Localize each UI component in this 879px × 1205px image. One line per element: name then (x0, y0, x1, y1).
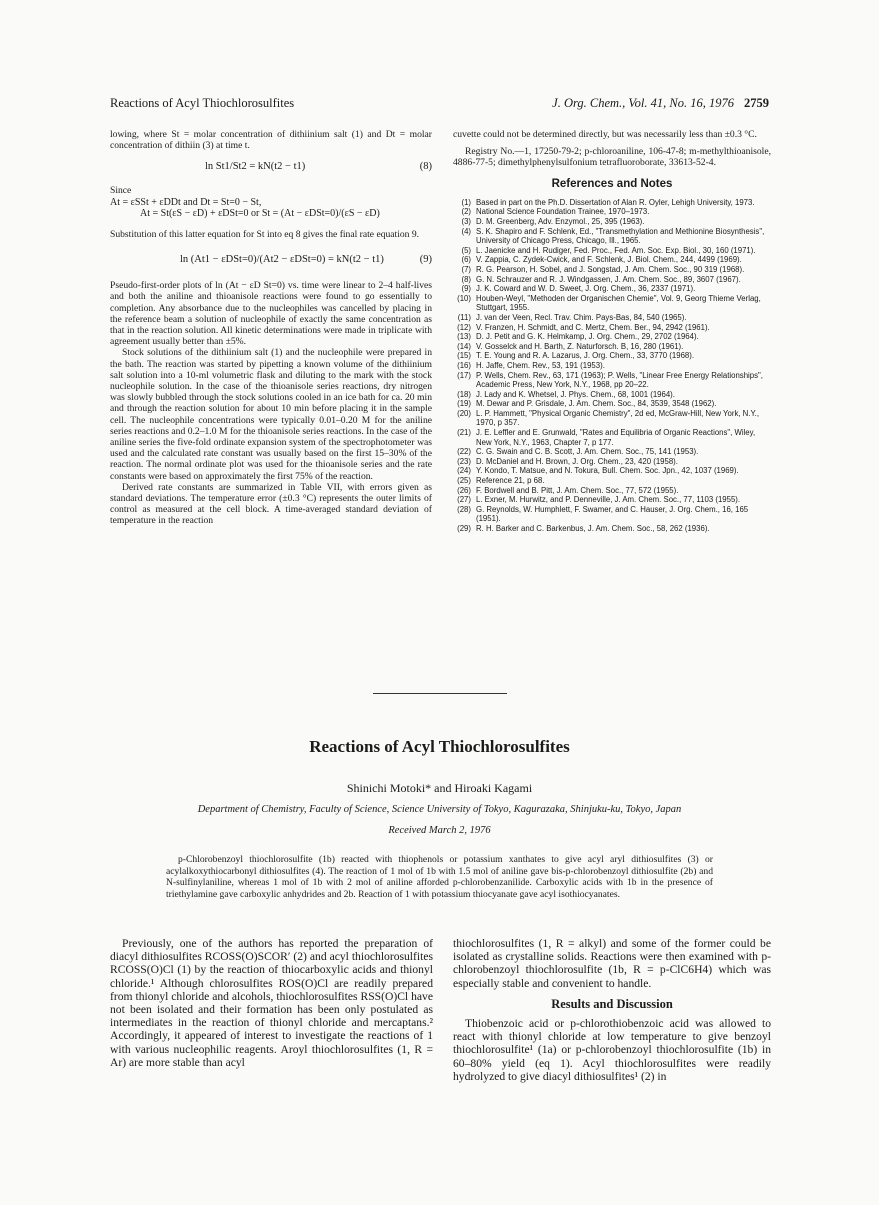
reference-number: (28) (457, 504, 471, 514)
reference-number: (17) (457, 370, 471, 380)
reference-item (453, 476, 771, 486)
paragraph: Thiobenzoic acid or p-chlorothiobenzoic acid was allowed to react with thionyl chloride at low temperature to give benzoyl thiochlorosulfite¹ (1a) or p-chlorobenzoyl thiochlorosulfite (1b) in 60–80% yield (eq 1). Acyl thiochlorosulfites were readily hydrolyzed to give diacyl dithiosulfites¹ (2) in (453, 1017, 771, 1083)
reference-text: D. M. Greenberg, Adv. Enzymol., 25, 395 (1963). (476, 217, 645, 226)
reference-text: D. McDaniel and H. Brown, J. Org. Chem., 23, 420 (1958). (476, 456, 678, 466)
reference-item (453, 409, 771, 428)
reference-text: J. van der Veen, Recl. Trav. Chim. Pays-Bas, 84, 540 (1965). (476, 312, 687, 322)
reference-number: (6) (461, 255, 471, 265)
references-heading: References and Notes (551, 177, 673, 190)
reference-text: V. Gosselck and H. Barth, Z. Naturforsch. B, 16, 280 (1961). (476, 341, 684, 351)
reference-text: L. Exner, M. Hurwitz, and P. Denneville, J. Am. Chem. Soc., 77, 1103 (1955). (476, 495, 741, 505)
reference-number: (13) (457, 332, 471, 342)
reference-item (453, 390, 771, 400)
reference-item (453, 294, 771, 313)
paragraph: thiochlorosulfites (1, R = alkyl) and some of the former could be isolated as crystalline solids. Reactions were then examined with p-chlorobenzoyl thiochlorosulfite (1b, R = p-ClC6H4) which was especially stable and convenient to handle. (453, 937, 771, 990)
reference-number: (19) (457, 399, 471, 409)
reference-number: (21) (457, 428, 471, 438)
reference-number: (1) (461, 197, 471, 207)
reference-item (453, 524, 771, 534)
reference-item (453, 466, 771, 476)
reference-item (453, 428, 771, 447)
reference-text: J. E. Leffler and E. Grunwald, "Rates and Equilibria of Organic Reactions", Wiley, New York, N.Y., 1963, Chapter 7, p 177. (476, 428, 756, 447)
reference-item (453, 495, 771, 505)
reference-text: G. Reynolds, W. Humphlett, F. Swamer, and C. Hauser, J. Org. Chem., 16, 165 (1951). (476, 504, 749, 524)
equation-absorbance: At = εSSt + εDDt and Dt = St=0 − St, (110, 196, 262, 208)
reference-text: C. G. Swain and C. B. Scott, J. Am. Chem. Soc., 75, 141 (1953). (476, 447, 699, 457)
reference-item (453, 351, 771, 361)
reference-number: (24) (457, 466, 471, 476)
right-column-previous-article (453, 129, 771, 534)
reference-number: (9) (461, 284, 471, 294)
paragraph: lowing, where St = molar concentration of dithiinium salt (1) and Dt = molar concentration of dithiin (3) at time t. (110, 129, 432, 152)
paragraph: Pseudo-first-order plots of ln (At − εD St=0) vs. time were linear to 2–4 half-lives and both the aniline and thioanisole reactions were found to go essentially to completion. Any absorbance due to the nucleophiles was cancelled by placing in the reference beam a solution of nucleophile of exactly the same concentration as that in the reaction solution. All kinetic determinations were made in triplicate with agreement usually better than ±5%. (110, 280, 432, 348)
reference-item (453, 361, 771, 371)
paragraph: Derived rate constants are summarized in Table VII, with errors given as standard deviations. The temperature error (±0.3 °C) represents the outer limits of control as measured at the cell block. A time-averaged standard deviation of temperature in the reaction (110, 481, 432, 527)
article-authors: Shinichi Motoki* and Hiroaki Kagami (346, 781, 533, 795)
reference-text: National Science Foundation Trainee, 1970–1973. (476, 207, 650, 217)
since-label: Since (110, 185, 132, 197)
paragraph: Substitution of this latter equation for St into eq 8 gives the final rate equation 9. (110, 229, 420, 241)
reference-number: (15) (457, 351, 471, 361)
reference-text: Based in part on the Ph.D. Dissertation of Alan R. Oyler, Lehigh University, 1973. (476, 197, 755, 207)
reference-number: (12) (457, 322, 471, 332)
reference-text: L. P. Hammett, "Physical Organic Chemistry", 2d ed, McGraw-Hill, New York, N.Y., 1970, p 357. (476, 408, 759, 428)
reference-item (453, 246, 771, 256)
reference-item (453, 371, 771, 390)
results-heading: Results and Discussion (551, 996, 673, 1011)
reference-text: V. Franzen, H. Schmidt, and C. Mertz, Chem. Ber., 94, 2942 (1961). (476, 322, 710, 332)
reference-text: V. Zappia, C. Zydek-Cwick, and F. Schlenk, J. Biol. Chem., 244, 4499 (1969). (476, 255, 742, 265)
reference-text: R. H. Barker and C. Barkenbus, J. Am. Chem. Soc., 58, 262 (1936). (476, 524, 710, 533)
journal-name: J. Org. Chem., Vol. 41, No. 16, 1976 (552, 96, 734, 110)
reference-item (453, 342, 771, 352)
journal-citation (552, 96, 769, 111)
reference-number: (22) (457, 447, 471, 457)
reference-item (453, 313, 771, 323)
reference-item (453, 332, 771, 342)
references-list (453, 198, 771, 534)
reference-item (453, 486, 771, 496)
reference-number: (4) (461, 226, 471, 236)
reference-text: Y. Kondo, T. Matsue, and N. Tokura, Bull. Chem. Soc. Jpn., 42, 1037 (1969). (476, 466, 739, 476)
paragraph: Stock solutions of the dithiinium salt (1) and the nucleophile were prepared in the bath. The reaction was started by pipetting a known volume of the dithiinium salt solution into a 10-ml volumetric flask and diluting to the mark with the stock nucleophile solution. In the case of the thioanisole series reactions, dry nitrogen was slowly bubbled through the stock solutions cooled in an ice bath for ca. 20 min and through the reaction solution for about 10 min before placing it in the sample cell. The nucleophile concentrations were typically 0.01–0.20 M for the aniline series reactions and 0.2–1.0 M for the thioanisole series reactions. In the case of the aniline series the five-fold ordinate expansion system of the spectrophotometer was used and the calculated rate constant was usually based on the first 15–30% of the reaction. The normal ordinate plot was used for the thioanisole series and the rate constants were based on approximately the first 75% of the reaction. (110, 347, 432, 482)
registry-numbers: Registry No.—1, 17250-79-2; p-chloroaniline, 106-47-8; m-methylthioanisole, 4886-77-5; dimethylphenylsulfonium tetrafluoroborate, 33613-52-4. (453, 146, 771, 169)
reference-number: (23) (457, 456, 471, 466)
reference-number: (20) (457, 408, 471, 418)
reference-text: D. J. Petit and G. K. Helmkamp, J. Org. Chem., 29, 2702 (1964). (476, 332, 699, 342)
reference-item (453, 447, 771, 457)
reference-item (453, 255, 771, 265)
section-divider (373, 693, 507, 694)
reference-text: P. Wells, Chem. Rev., 63, 171 (1963); P. Wells, "Linear Free Energy Relationships", Academic Press, New York, N.Y., 1968, pp 20–22. (476, 370, 763, 390)
reference-number: (11) (457, 312, 471, 322)
reference-number: (25) (457, 476, 471, 486)
reference-number: (26) (457, 485, 471, 495)
equation-body: ln St1/St2 = kN(t2 − t1) (205, 161, 306, 173)
reference-item (453, 198, 771, 208)
reference-text: G. N. Schrauzer and R. J. Windgassen, J. Am. Chem. Soc., 89, 3607 (1967). (476, 274, 741, 284)
left-column-previous-article (110, 129, 432, 527)
article-body-right (453, 937, 771, 1083)
reference-text: T. E. Young and R. A. Lazarus, J. Org. Chem., 33, 3770 (1968). (476, 351, 695, 361)
reference-item (453, 457, 771, 467)
reference-text: M. Dewar and P. Grisdale, J. Am. Chem. Soc., 84, 3539, 3548 (1962). (476, 399, 717, 409)
equation-8 (110, 157, 432, 179)
reference-item (453, 227, 771, 246)
reference-item (453, 323, 771, 333)
paragraph: cuvette could not be determined directly, but was necessarily less than ±0.3 °C. (453, 129, 757, 140)
received-date: Received March 2, 1976 (388, 825, 491, 836)
equation-number: (9) (419, 254, 432, 266)
reference-text: H. Jaffe, Chem. Rev., 53, 191 (1953). (476, 360, 605, 370)
equation-9 (110, 246, 432, 274)
reference-text: S. K. Shapiro and F. Schlenk, Ed., "Transmethylation and Methionine Biosynthesis", University of Chicago Press, Chicago, Ill., 1965. (476, 226, 765, 246)
reference-number: (5) (461, 245, 471, 255)
equation-concentration: At = St(εS − εD) + εDSt=0 or St = (At − εDSt=0)/(εS − εD) (140, 207, 380, 219)
reference-text: F. Bordwell and B. Pitt, J. Am. Chem. Soc., 77, 572 (1955). (476, 485, 679, 495)
reference-text: R. G. Pearson, H. Sobel, and J. Songstad, J. Am. Chem. Soc., 90 319 (1968). (476, 264, 745, 274)
reference-text: J. Lady and K. Whetsel, J. Phys. Chem., 68, 1001 (1964). (476, 389, 675, 399)
reference-number: (8) (461, 274, 471, 284)
equation-number: (8) (419, 161, 432, 173)
reference-number: (16) (457, 360, 471, 370)
reference-number: (18) (457, 389, 471, 399)
reference-number: (2) (461, 207, 471, 217)
article-abstract: p-Chlorobenzoyl thiochlorosulfite (1b) reacted with thiophenols or potassium xanthates to give acyl aryl dithiosulfites (3) or acylalkoxythiocarbonyl dithiosulfites (4). The reaction of 1 mol of 1b with 1.5 mol of aniline gave bis-p-chlorobenzoyl dithiosulfite (2b) and N-sulfinylaniline, whereas 1 mol of 1b with 2 mol of aniline afforded p-chlorobenzanilide. Carboxylic acids with 1b in the presence of triethylamine gave carboxylic anhydrides and 2b. Reaction of 1 with potassium thiocyanate gave acyl isothiocyanates. (166, 854, 713, 900)
article-affiliation: Department of Chemistry, Faculty of Science, Science University of Tokyo, Kagurazaka, Shinjuku-ku, Tokyo, Japan (197, 804, 682, 815)
reference-number: (14) (457, 341, 471, 351)
reference-number: (7) (461, 264, 471, 274)
reference-item (453, 275, 771, 285)
reference-text: Houben-Weyl, "Methoden der Organischen Chemie", Vol. 9, Georg Thieme Verlag, Stuttgart, 1955. (476, 293, 761, 313)
article-title: Reactions of Acyl Thiochlorosulfites (309, 737, 570, 756)
reference-number: (29) (457, 524, 471, 533)
reference-text: L. Jaenicke and H. Rudiger, Fed. Proc., Fed. Am. Soc. Exp. Biol., 30, 160 (1971). (476, 245, 756, 255)
equation-body: ln (At1 − εDSt=0)/(At2 − εDSt=0) = kN(t2 − t1) (180, 254, 384, 266)
reference-item (453, 505, 771, 524)
reference-item (453, 217, 771, 227)
reference-item (453, 265, 771, 275)
reference-text: J. K. Coward and W. D. Sweet, J. Org. Chem., 36, 2337 (1971). (476, 284, 696, 294)
reference-item (453, 207, 771, 217)
reference-number: (27) (457, 495, 471, 505)
reference-text: Reference 21, p 68. (476, 476, 545, 486)
reference-item (453, 399, 771, 409)
reference-number: (3) (461, 217, 471, 226)
article-body-left (110, 937, 433, 1069)
reference-item (453, 284, 771, 294)
running-header-title: Reactions of Acyl Thiochlorosulfites (110, 96, 295, 110)
page-number: 2759 (744, 96, 769, 110)
reference-number: (10) (457, 293, 471, 303)
paragraph: Previously, one of the authors has reported the preparation of diacyl dithiosulfites RCOSS(O)SCOR′ (2) and acyl thiochlorosulfites RCOSS(O)Cl (1) by the reaction of thiocarboxylic acids and thionyl chloride.¹ Although chlorosulfites ROS(O)Cl are readily prepared from thionyl chloride and alcohols, thiochlorosulfites RSS(O)Cl have not been isolated and their formation has been only postulated as intermediates in the reaction of thionyl chloride and mercaptans.² Accordingly, it appeared of interest to investigate the reactions of 1 with various nucleophilic reagents. Aroyl thiochlorosulfites (1, R = Ar) are more stable than acyl (110, 937, 433, 1069)
